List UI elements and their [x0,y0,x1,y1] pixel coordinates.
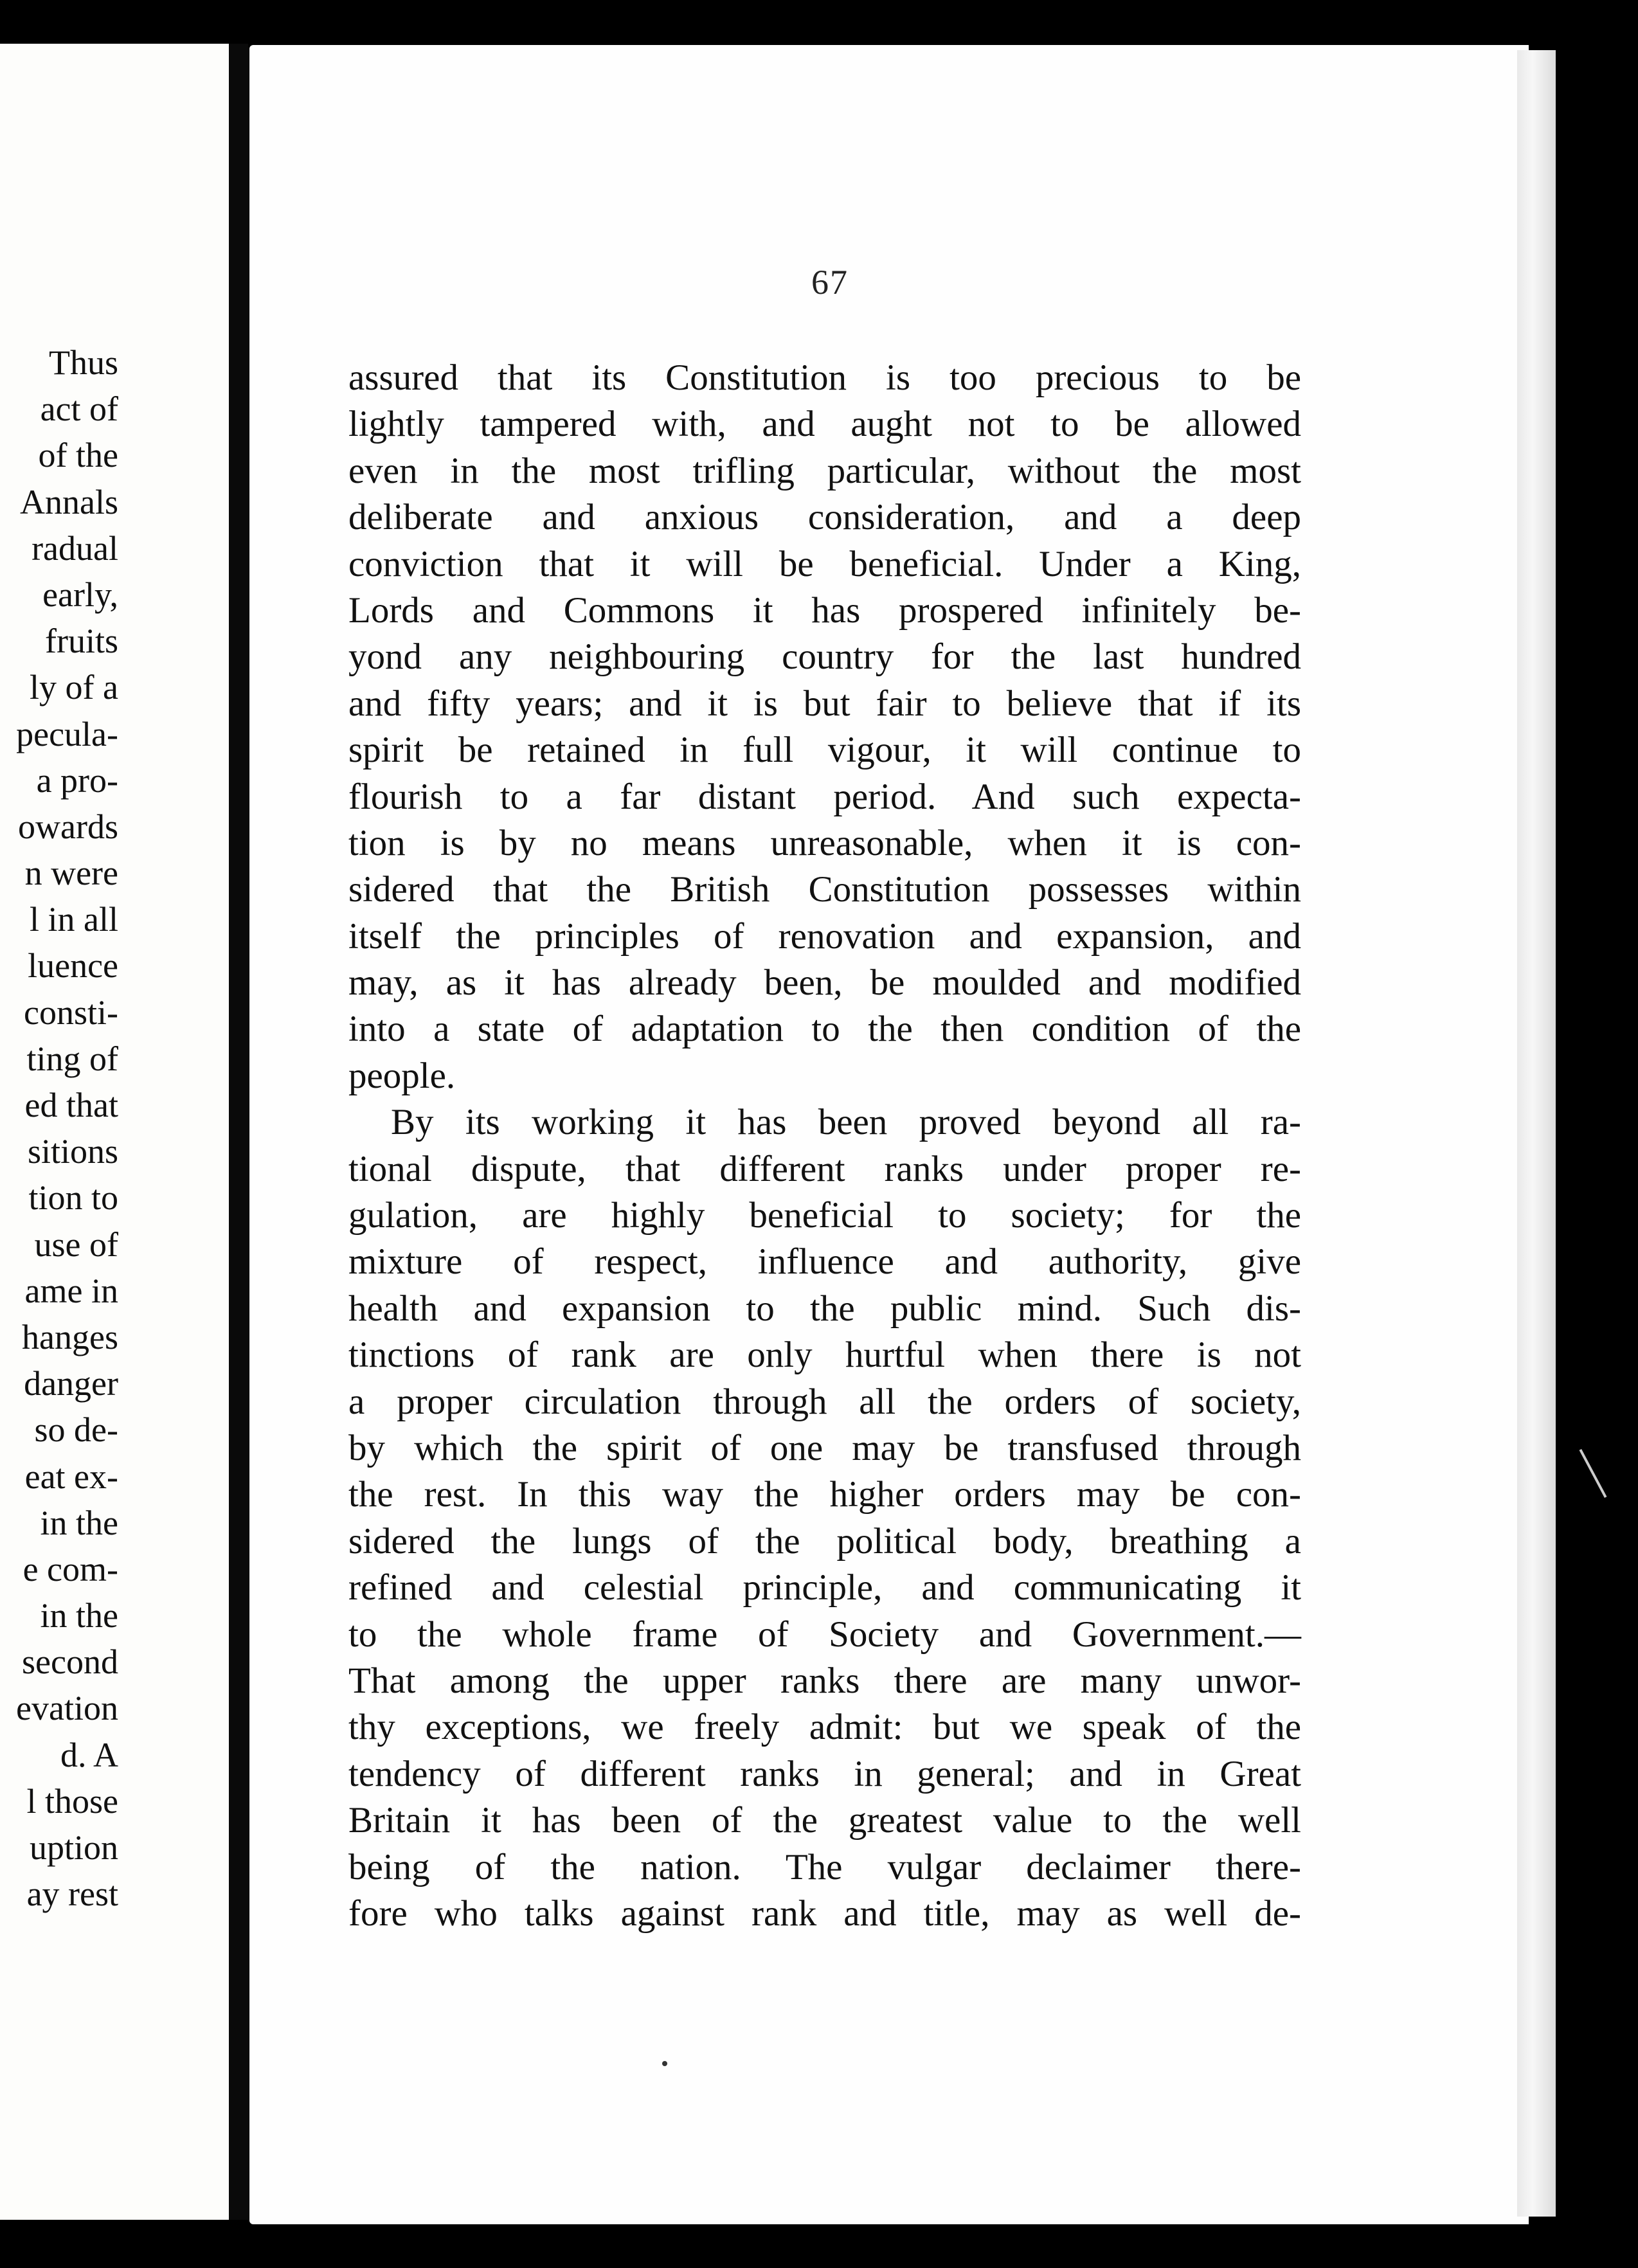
text-line: people. [348,1055,456,1096]
text-line: a proper circulation through all the orders of society, [348,1381,1301,1422]
text-line: sidered the lungs of the political body, breathing a [348,1520,1301,1562]
left-page-line: Thus [49,343,118,382]
left-page-line: luence [28,946,118,986]
left-page-line: ed that [24,1086,118,1124]
left-page-line: e com- [22,1549,118,1589]
text-line: That among the upper ranks there are many unwor- [348,1660,1301,1701]
left-page-line: d. A [60,1735,118,1774]
text-line: mixture of respect, influence and authority, give [348,1241,1301,1282]
text-line: Britain it has been of the greatest value to the well [348,1800,1301,1841]
left-page-line: radual [32,528,118,568]
left-page-line: so de- [34,1410,118,1450]
text-line: and fifty years; and it is but fair to believe that if its [348,683,1301,724]
left-page-line: second [22,1643,118,1682]
left-page-line: consti- [24,993,118,1032]
text-line: Lords and Commons it has prospered infinitely be- [348,590,1301,631]
left-page-line: Annals [20,482,118,521]
left-page-line: danger [24,1364,118,1403]
page-body-text [348,355,1301,1937]
left-page-line: in the [40,1596,118,1635]
text-line: spirit be retained in full vigour, it will continue to [348,730,1301,771]
left-page-fragment [0,44,229,2220]
left-page-line: act of [40,390,118,429]
left-page-line: evation [16,1689,118,1728]
left-page-line: ting of [26,1039,118,1078]
text-line: the rest. In this way the higher orders may be con- [348,1474,1301,1515]
book-gutter [229,44,248,2220]
left-page-line: use of [34,1225,118,1264]
text-line: tional dispute, that different ranks under proper re- [348,1148,1301,1189]
text-line: being of the nation. The vulgar declaimer there- [348,1846,1301,1887]
ink-speck [662,2061,667,2066]
left-page-line: in the [40,1503,118,1542]
left-page-line: a pro- [36,760,118,800]
text-line: by which the spirit of one may be transfused through [348,1427,1301,1468]
left-page-line: uption [29,1828,118,1867]
text-line: tinctions of rank are only hurtful when there is not [348,1335,1301,1376]
left-page-line: sitions [27,1132,118,1171]
left-page-line: owards [18,807,118,846]
text-line: yond any neighbouring country for the last hundred [348,636,1301,678]
text-line: deliberate and anxious consideration, and a deep [348,497,1301,538]
text-line: sidered that the British Constitution possesses within [348,869,1301,910]
text-line: even in the most trifling particular, without the most [348,450,1301,491]
left-page-line: eat ex- [24,1457,118,1496]
text-line: assured that its Constitution is too precious to be [348,357,1301,398]
text-line: lightly tampered with, and aught not to be allowed [348,404,1301,445]
text-line: gulation, are highly beneficial to society; for the [348,1195,1301,1236]
left-page-line: hanges [22,1317,118,1356]
text-line: flourish to a far distant period. And such expecta- [348,776,1301,817]
left-page-line: ay rest [26,1875,118,1914]
text-line: itself the principles of renovation and expansion, and [348,915,1301,957]
left-page-line: n were [24,854,118,893]
left-page-line: of the [38,436,118,475]
left-page-line: fruits [45,622,118,661]
text-line: to the whole frame of Society and Government.— [348,1614,1301,1655]
scan-artifact [1580,1449,1607,1498]
left-page-line: tion to [28,1178,118,1218]
text-line: into a state of adaptation to the then condition of the [348,1009,1301,1050]
left-page-line: pecula- [16,714,118,753]
page-number: 67 [811,263,849,302]
text-line: thy exceptions, we freely admit: but we speak of the [348,1707,1301,1748]
left-page-line: ly of a [30,668,118,707]
text-line: refined and celestial principle, and communicating it [348,1567,1301,1608]
text-line: conviction that it will be beneficial. Under a King, [348,543,1301,584]
left-page-line: l those [26,1781,118,1821]
text-line: By its working it has been proved beyond all ra- [391,1102,1301,1143]
left-page-text [16,339,118,1917]
left-page-line: l in all [30,900,118,939]
text-line: may, as it has already been, be moulded and modified [348,962,1301,1004]
text-line: health and expansion to the public mind. Such dis- [348,1288,1301,1329]
page-edge [1517,50,1556,2217]
left-page-line: ame in [24,1271,118,1310]
text-line: fore who talks against rank and title, may as well de- [348,1893,1301,1934]
text-line: tendency of different ranks in general; and in Great [348,1753,1301,1794]
left-page-line: early, [42,575,118,614]
text-line: tion is by no means unreasonable, when it is con- [348,822,1301,863]
